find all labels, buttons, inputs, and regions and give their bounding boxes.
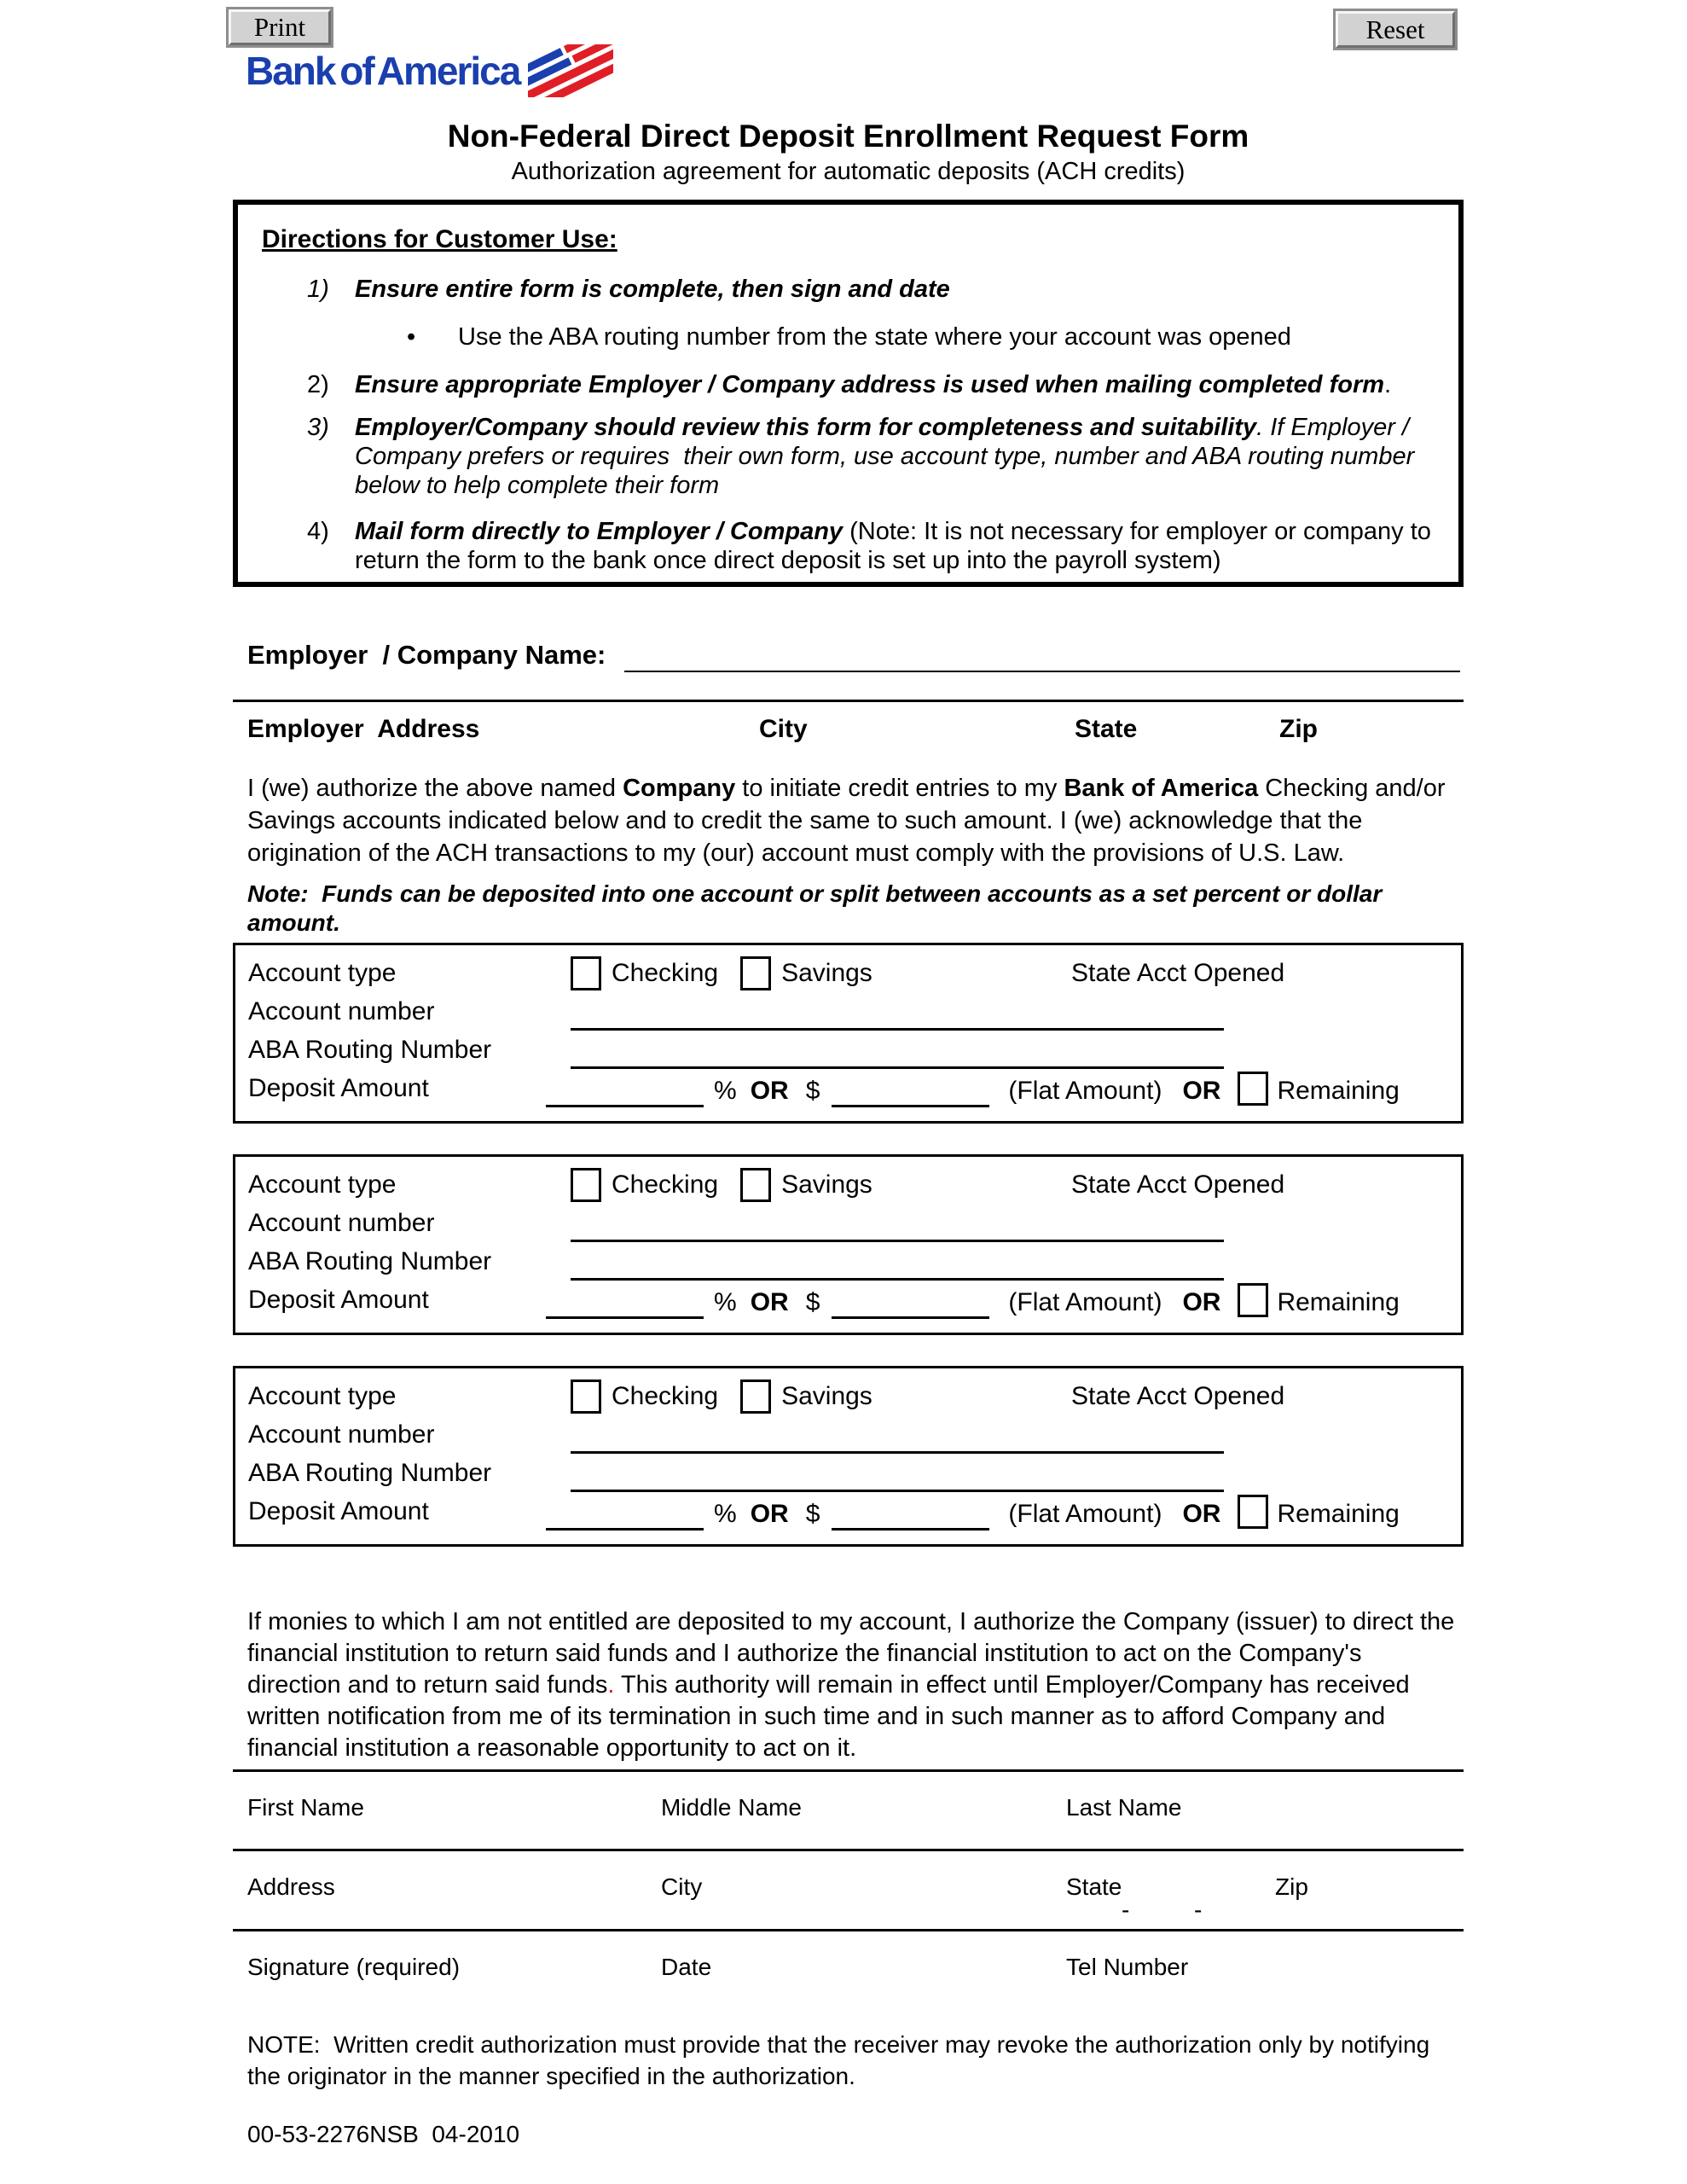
print-button-label: Print (253, 12, 306, 42)
direction-item-1-text: Ensure entire form is complete, then sign and date (355, 276, 950, 303)
aba-routing-field[interactable] (571, 1244, 1224, 1281)
percent-sign: % (714, 1077, 737, 1105)
revocation-note: NOTE: Written credit authorization must provide that the receiver may revoke the authorization only by notifying the originator in the manner specified in the authorization. (247, 2031, 1436, 2089)
employer-city-label: City (759, 715, 808, 743)
address-row (233, 1849, 1464, 1929)
form-title: Non-Federal Direct Deposit Enrollment Request Form (447, 119, 1249, 154)
tel-dash: - (1194, 1896, 1203, 1923)
account-box-3 (233, 1366, 1464, 1547)
aba-routing-row (248, 1242, 1448, 1281)
employer-name-row (233, 638, 1464, 672)
savings-label: Savings (781, 1170, 872, 1199)
savings-label: Savings (781, 1381, 872, 1410)
flat-amount-field[interactable] (832, 1072, 989, 1107)
red-period: . (607, 1671, 615, 1699)
first-name-label: First Name (247, 1794, 364, 1821)
zip-label: Zip (1275, 1873, 1308, 1900)
deposit-amount-label: Deposit Amount (248, 1285, 429, 1314)
tel-dash: - (1122, 1896, 1130, 1923)
middle-name-label: Middle Name (661, 1794, 802, 1821)
checking-checkbox[interactable] (571, 1380, 601, 1414)
or-label-2: OR (1182, 1077, 1221, 1105)
flat-amount-label: (Flat Amount) (1008, 1077, 1162, 1105)
state-acct-opened-label: State Acct Opened (1071, 959, 1285, 987)
account-number-row (248, 1415, 1448, 1454)
deposit-amount-row (248, 1492, 1448, 1531)
or-label-2: OR (1182, 1500, 1221, 1528)
account-number-label: Account number (248, 996, 435, 1025)
remaining-label: Remaining (1277, 1077, 1400, 1105)
direction-item-1-number: 1) (307, 276, 329, 303)
dollar-sign: $ (805, 1077, 820, 1105)
percent-field[interactable] (546, 1284, 704, 1319)
account-number-field[interactable] (571, 994, 1224, 1031)
or-label-2: OR (1182, 1288, 1221, 1316)
account-type-label: Account type (248, 1381, 397, 1410)
aba-routing-field[interactable] (571, 1455, 1224, 1492)
or-label: OR (750, 1077, 789, 1105)
checking-label: Checking (612, 1381, 719, 1410)
account-number-field[interactable] (571, 1417, 1224, 1454)
account-number-field[interactable] (571, 1205, 1224, 1242)
direction-item-4-number: 4) (307, 518, 329, 545)
authorization-text: I (we) authorize the above named (247, 775, 623, 802)
remaining-label: Remaining (1277, 1500, 1400, 1528)
flat-amount-field[interactable] (832, 1496, 989, 1531)
deposit-amount-row (248, 1281, 1448, 1319)
authorization-text-2: to initiate credit entries to my (735, 775, 1064, 802)
authorization-bank-bold: Bank of America (1064, 775, 1259, 802)
account-type-row (248, 1377, 1448, 1415)
savings-label: Savings (781, 958, 872, 987)
signature-label: Signature (required) (247, 1954, 461, 1980)
aba-routing-row (248, 1031, 1448, 1069)
or-label: OR (750, 1500, 789, 1528)
direction-item-2-text: Ensure appropriate Employer / Company address is used when mailing completed form (355, 371, 1385, 398)
direction-item-2-rest: . (1384, 371, 1392, 398)
account-number-row (248, 992, 1448, 1031)
dollar-sign: $ (805, 1500, 820, 1528)
percent-sign: % (714, 1288, 737, 1316)
flat-amount-label: (Flat Amount) (1008, 1500, 1162, 1528)
account-type-label: Account type (248, 1170, 397, 1199)
deposit-amount-label: Deposit Amount (248, 1073, 429, 1102)
aba-routing-label: ABA Routing Number (248, 1246, 492, 1275)
remaining-checkbox[interactable] (1238, 1283, 1268, 1317)
state-acct-opened-label: State Acct Opened (1071, 1170, 1285, 1199)
tel-number-label: Tel Number (1066, 1954, 1189, 1980)
direction-item-4 (258, 517, 1438, 575)
employer-address-header (233, 714, 1464, 745)
direction-item-3 (258, 413, 1438, 500)
savings-checkbox[interactable] (740, 1168, 771, 1202)
flat-amount-field[interactable] (832, 1284, 989, 1319)
account-number-label: Account number (248, 1420, 435, 1449)
percent-field[interactable] (546, 1496, 704, 1531)
account-box-1 (233, 943, 1464, 1124)
employer-address-label: Employer Address (247, 715, 480, 743)
split-deposit-note: Note: Funds can be deposited into one account or split between accounts as a set percent or dollar amount. (247, 880, 1389, 936)
aba-routing-bullet (258, 322, 1438, 351)
or-label: OR (750, 1288, 789, 1316)
employer-name-field[interactable] (624, 642, 1460, 672)
account-box-2 (233, 1154, 1464, 1335)
date-label: Date (661, 1954, 712, 1980)
account-type-row (248, 1165, 1448, 1204)
direction-item-2 (258, 370, 1438, 399)
remaining-label: Remaining (1277, 1288, 1400, 1316)
account-number-label: Account number (248, 1208, 435, 1237)
form-subtitle: Authorization agreement for automatic deposits (ACH credits) (511, 158, 1186, 185)
aba-routing-bullet-text: Use the ABA routing number from the state where your account was opened (458, 323, 1291, 351)
checking-label: Checking (612, 1170, 719, 1199)
name-row (233, 1769, 1464, 1849)
aba-routing-row (248, 1454, 1448, 1492)
last-name-label: Last Name (1066, 1794, 1182, 1821)
reset-button-label: Reset (1365, 14, 1425, 44)
remaining-checkbox[interactable] (1238, 1495, 1268, 1529)
bank-brand-text: Bank of America (246, 49, 520, 93)
employer-state-label: State (1075, 715, 1138, 743)
deposit-amount-row (248, 1069, 1448, 1107)
return-clause-text-2: This authority will remain in effect until Employer/Company has received written notification from me of its termination in such time and in such manner as to afford Company and financial institution a reasonable opportunity to act on it. (247, 1671, 1417, 1762)
percent-field[interactable] (546, 1072, 704, 1107)
deposit-amount-label: Deposit Amount (248, 1496, 429, 1525)
signature-row (233, 1929, 1464, 2005)
return-clause-text: If monies to which I am not entitled are deposited to my account, I authorize the Company (issuer) to direct the financial institution to return said funds and I authorize the financial institution to act on the Company's direction and to return said funds (247, 1608, 1462, 1699)
account-type-row (248, 954, 1448, 992)
direction-item-3-rest: . If Employer / Company prefers or requires their own form, use account type, number and ABA routing number below to help complete their form (355, 414, 1422, 499)
aba-routing-field[interactable] (571, 1032, 1224, 1069)
checking-checkbox[interactable] (571, 1168, 601, 1202)
direction-item-3-text: Employer/Company should review this form for completeness and suitability (355, 414, 1257, 441)
flat-amount-label: (Flat Amount) (1008, 1288, 1162, 1316)
address-label: Address (247, 1873, 335, 1900)
bullet-icon: • (407, 323, 416, 351)
employer-name-label: Employer / Company Name: (247, 640, 606, 670)
direction-item-2-number: 2) (307, 371, 329, 398)
return-clause-paragraph (233, 1606, 1464, 1764)
checking-label: Checking (612, 958, 719, 987)
direction-item-3-number: 3) (307, 414, 329, 441)
form-code: 00-53-2276NSB 04-2010 (247, 2121, 520, 2147)
section-divider (233, 700, 1464, 702)
dollar-sign: $ (805, 1288, 820, 1316)
account-type-label: Account type (248, 958, 397, 987)
aba-routing-label: ABA Routing Number (248, 1035, 492, 1064)
directions-heading: Directions for Customer Use: (262, 225, 617, 253)
direction-item-1 (258, 275, 1438, 304)
state-acct-opened-label: State Acct Opened (1071, 1382, 1285, 1410)
direction-item-4-text: Mail form directly to Employer / Company (355, 518, 844, 545)
state-label: State (1066, 1873, 1122, 1900)
savings-checkbox[interactable] (740, 1380, 771, 1414)
authorization-paragraph (233, 772, 1464, 869)
directions-box (233, 200, 1464, 587)
authorization-company-bold: Company (623, 775, 736, 802)
direction-item-4-rest: (Note: It is not necessary for employer or company to return the form to the bank once direct deposit is set up into the payroll system) (355, 518, 1438, 574)
account-number-row (248, 1204, 1448, 1242)
employer-zip-label: Zip (1279, 715, 1318, 743)
percent-sign: % (714, 1500, 737, 1528)
form-content (233, 0, 1464, 2148)
remaining-checkbox[interactable] (1238, 1072, 1268, 1106)
checking-checkbox[interactable] (571, 956, 601, 990)
aba-routing-label: ABA Routing Number (248, 1458, 492, 1487)
savings-checkbox[interactable] (740, 956, 771, 990)
city-label: City (661, 1873, 703, 1900)
authorization-text-3: Checking and/or Savings accounts indicated below and to credit the same to such amount. I (we) acknowledge that the origination of the ACH transactions to my (our) account must comply with the provisions of U.S. Law. (247, 775, 1452, 867)
